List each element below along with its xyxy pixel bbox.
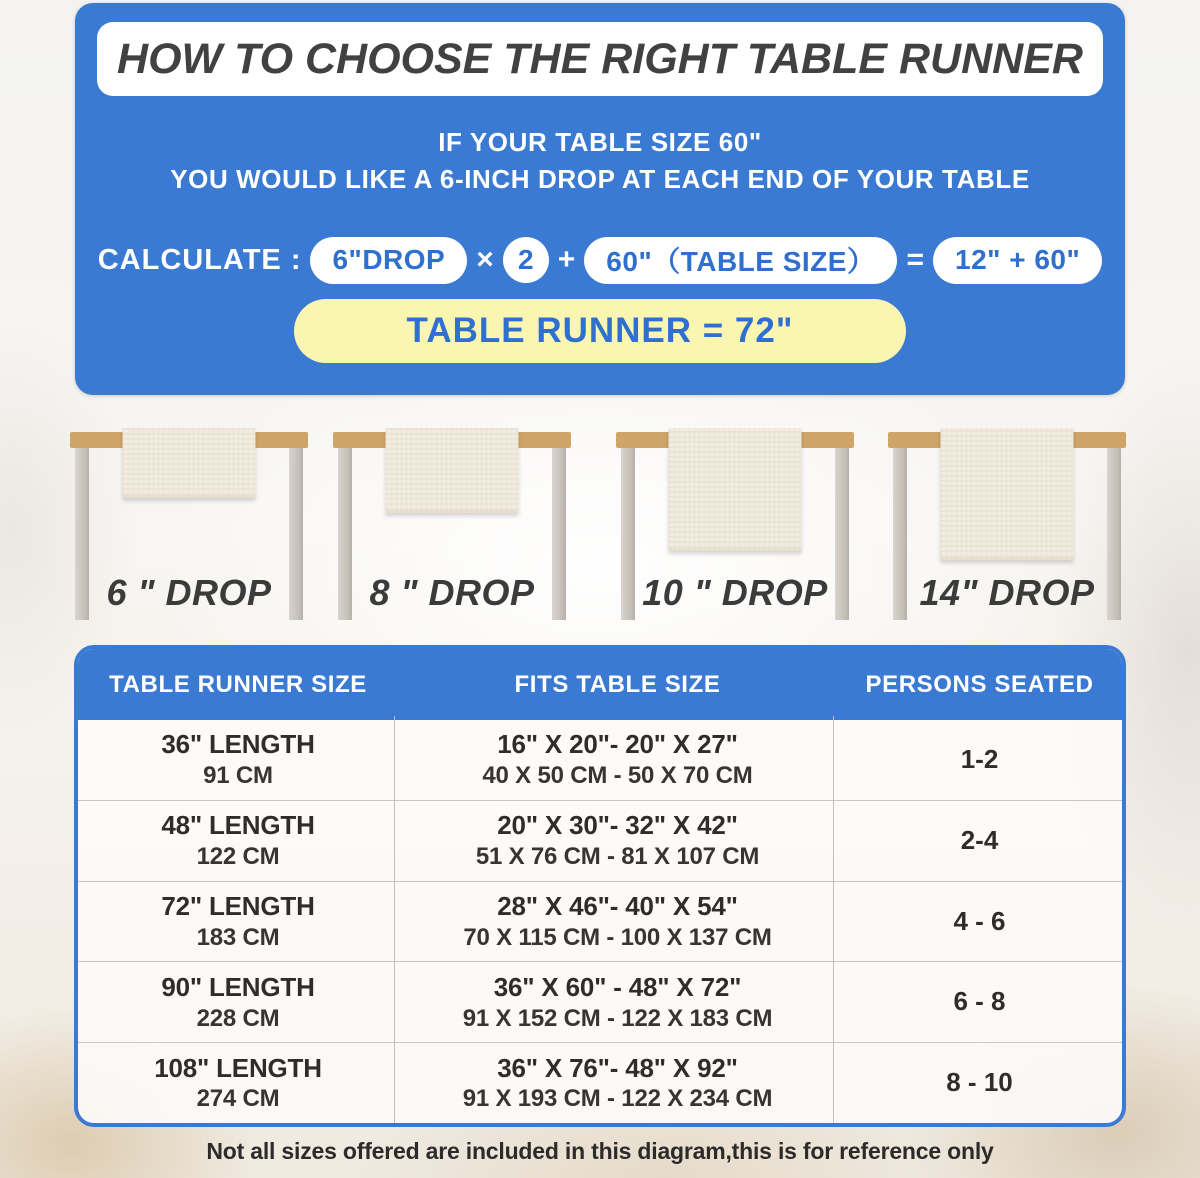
- header-runner-size: TABLE RUNNER SIZE: [109, 670, 367, 698]
- table-size-pill: 60"（TABLE SIZE）: [584, 237, 897, 284]
- runner-length-in: 108" LENGTH: [154, 1052, 322, 1083]
- table-figure-8-drop: [333, 420, 571, 645]
- drop-label-10: 10 " DROP: [642, 572, 828, 613]
- persons-seated-cell: 6 - 8: [953, 986, 1006, 1017]
- runner-8-drop: [386, 428, 519, 513]
- multiply-sign: ×: [476, 243, 494, 276]
- calculate-label: CALCULATE :: [97, 243, 302, 276]
- calculation-row: [75, 236, 1125, 284]
- runner-size-cell: [78, 891, 398, 952]
- sum-pill: 12" + 60": [933, 237, 1102, 284]
- drop-illustrations: [0, 420, 1200, 645]
- plus-sign: +: [557, 243, 576, 276]
- drop-value-pill: 6"DROP: [310, 237, 467, 284]
- runner-length-cm: 122 CM: [196, 842, 280, 870]
- subtitle-line-2: YOU WOULD LIKE A 6-INCH DROP AT EACH END OF YOUR TABLE: [170, 164, 1030, 194]
- table-row: [78, 882, 1122, 963]
- table-row: [78, 1043, 1122, 1123]
- table-row: [78, 801, 1122, 882]
- table-row: [78, 962, 1122, 1043]
- drop-label-6: 6 " DROP: [106, 572, 272, 613]
- fits-size-cm: 51 X 76 CM - 81 X 107 CM: [475, 842, 760, 870]
- runner-6-drop: [123, 428, 256, 498]
- runner-size-cell: [78, 1053, 398, 1114]
- persons-seated-cell: 8 - 10: [946, 1067, 1013, 1098]
- runner-size-cell: [78, 972, 398, 1033]
- page-title: HOW TO CHOOSE THE RIGHT TABLE RUNNER: [117, 34, 1083, 83]
- table-figure-14-drop: [888, 420, 1126, 645]
- runner-length-cm: 91 CM: [203, 762, 273, 790]
- fits-size-in: 20" X 30"- 32" X 42": [497, 810, 738, 841]
- runner-size-cell: [78, 810, 398, 871]
- runner-size-cell: [78, 729, 398, 790]
- fits-size-cell: [398, 729, 837, 790]
- size-chart: [74, 645, 1126, 1127]
- drop-label-14: 14" DROP: [919, 572, 1095, 613]
- runner-length-cm: 183 CM: [196, 923, 280, 951]
- fits-size-in: 36" X 76"- 48" X 92": [497, 1052, 738, 1083]
- persons-seated-cell: 4 - 6: [953, 905, 1006, 936]
- runner-length-cm: 228 CM: [196, 1004, 280, 1032]
- size-chart-header: [78, 649, 1122, 720]
- runner-10-drop: [669, 428, 802, 551]
- table-row: [78, 720, 1122, 801]
- fits-size-cell: [398, 810, 837, 871]
- persons-seated-cell: 1-2: [960, 744, 999, 775]
- fits-size-cm: 40 X 50 CM - 50 X 70 CM: [482, 762, 753, 790]
- subtitle-line-1: IF YOUR TABLE SIZE 60": [438, 127, 762, 157]
- fits-size-cm: 70 X 115 CM - 100 X 137 CM: [463, 923, 772, 951]
- fits-size-in: 36" X 60" - 48" X 72": [493, 971, 742, 1002]
- runner-length-in: 48" LENGTH: [161, 810, 315, 841]
- fits-size-in: 16" X 20"- 20" X 27": [497, 729, 738, 760]
- title-banner: [97, 22, 1103, 96]
- size-chart-body: [78, 720, 1122, 1123]
- fits-size-cm: 91 X 193 CM - 122 X 234 CM: [462, 1085, 773, 1113]
- drop-label-8: 8 " DROP: [369, 572, 535, 613]
- fits-size-cell: [398, 1053, 837, 1114]
- fits-size-cm: 91 X 152 CM - 122 X 183 CM: [462, 1004, 773, 1032]
- column-divider: [394, 716, 395, 1123]
- runner-length-cm: 274 CM: [196, 1085, 280, 1113]
- runner-length-in: 90" LENGTH: [161, 971, 315, 1002]
- runner-length-in: 36" LENGTH: [161, 729, 315, 760]
- fits-size-in: 28" X 46"- 40" X 54": [497, 891, 738, 921]
- result-pill: TABLE RUNNER = 72": [294, 299, 906, 363]
- table-figure-10-drop: [616, 420, 854, 645]
- runner-14-drop: [941, 428, 1074, 560]
- persons-seated-cell: 2-4: [960, 824, 999, 855]
- fits-size-cell: [398, 972, 837, 1033]
- table-figure-6-drop: [70, 420, 308, 645]
- column-divider: [833, 716, 834, 1123]
- runner-length-in: 72" LENGTH: [161, 891, 315, 921]
- instruction-panel: [75, 3, 1125, 395]
- fits-size-cell: [398, 891, 837, 952]
- footer-note: Not all sizes offered are included in this diagram,this is for reference only: [206, 1138, 994, 1164]
- header-fits-table-size: FITS TABLE SIZE: [514, 670, 721, 698]
- multiplier-circle: 2: [503, 237, 549, 283]
- header-persons-seated: PERSONS SEATED: [865, 670, 1094, 698]
- equals-sign: =: [906, 243, 925, 276]
